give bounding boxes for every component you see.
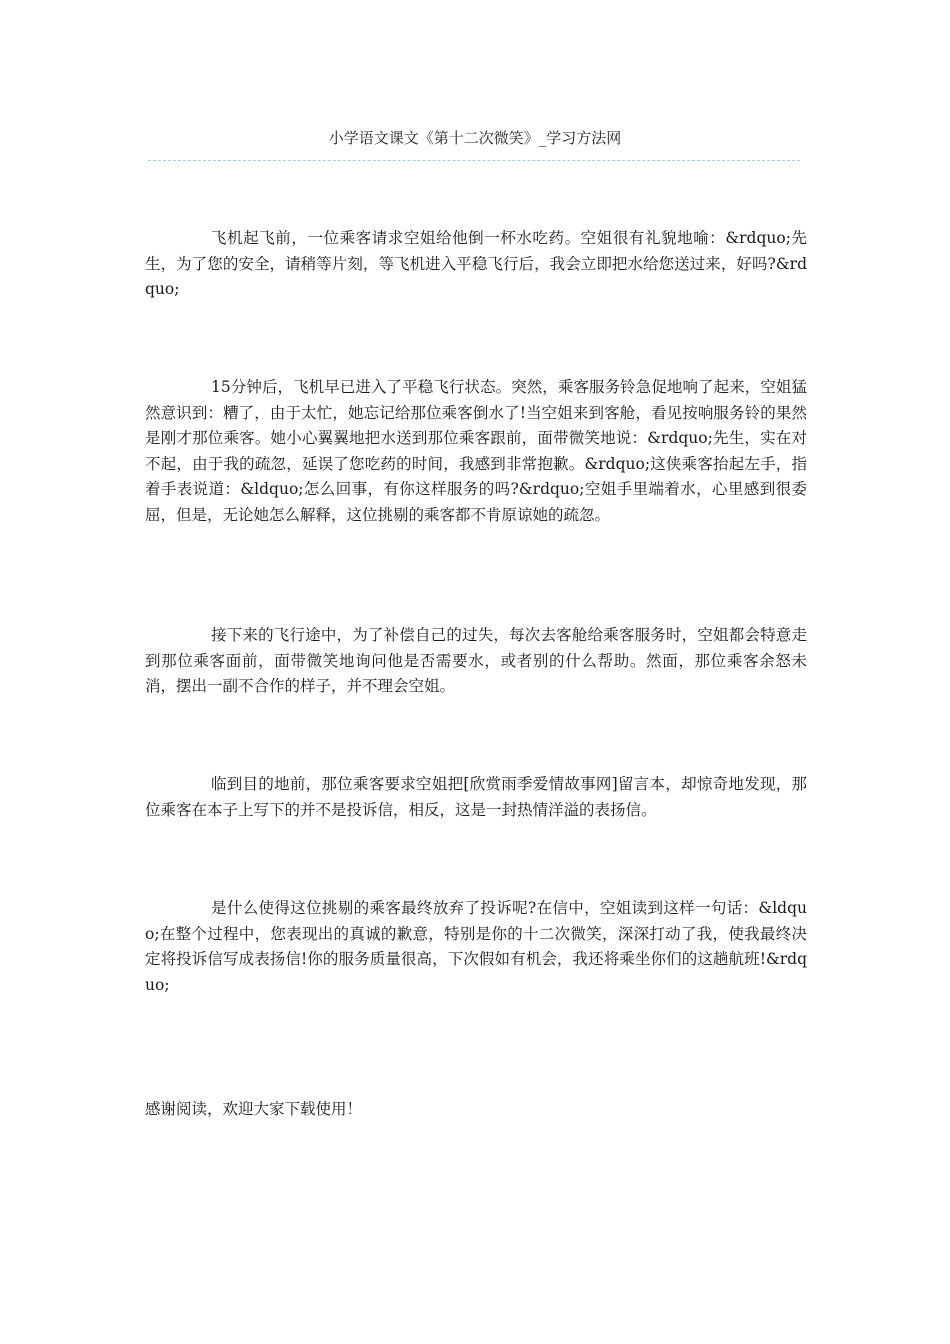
page-title: 小学语文课文《第十二次微笑》_学习方法网	[328, 129, 622, 147]
paragraph-3: 接下来的飞行途中，为了补偿自己的过失，每次去客舱给乘客服务时，空姐都会特意走到那位乘客面前，面带微笑地询问他是否需要水，或者别的什么帮助。然面，那位乘客余怒未消，摆出一副不合作的样子，并不理会空姐。	[145, 626, 807, 695]
closing-note: 感谢阅读，欢迎大家下载使用！	[145, 1100, 363, 1118]
title-divider	[148, 160, 800, 161]
paragraph-1: 飞机起飞前，一位乘客请求空姐给他倒一杯水吃药。空姐很有礼貌地喻：&rdquo;先生，为了您的安全，请稍等片刻，等飞机进入平稳飞行后，我会立即把水给您送过来，好吗?&rdquo;	[145, 229, 807, 298]
paragraph-2: 15分钟后，飞机早已进入了平稳飞行状态。突然，乘客服务铃急促地响了起来，空姐猛然意识到：糟了，由于太忙，她忘记给那位乘客倒水了!当空姐来到客舱，看见按响服务铃的果然是刚才那位乘客。她小心翼翼地把水送到那位乘客跟前，面带微笑地说：&rdquo;先生，实在对不起，由于我的疏忽，延误了您吃药的时间，我感到非常抱歉。&rdquo;这侠乘客抬起左手，指着手表说道：&ldquo;怎么回事，有你这样服务的吗?&rdquo;空姐手里端着水，心里感到很委屈，但是，无论她怎么解释，这位挑剔的乘客都不肯原谅她的疏忽。	[145, 378, 807, 524]
paragraph-5: 是什么使得这位挑剔的乘客最终放弃了投诉呢?在信中，空姐读到这样一句话：&ldquo;在整个过程中，您表现出的真诚的歉意，特别是你的十二次微笑，深深打动了我，使我最终决定将投诉信写成表扬信!你的服务质量很高，下次假如有机会，我还将乘坐你们的这趟航班!&rdquo;	[145, 899, 807, 994]
paragraph-4: 临到目的地前，那位乘客要求空姐把[欣赏雨季爱情故事网]留言本，却惊奇地发现，那位乘客在本子上写下的并不是投诉信，相反，这是一封热情洋溢的表扬信。	[145, 775, 807, 819]
